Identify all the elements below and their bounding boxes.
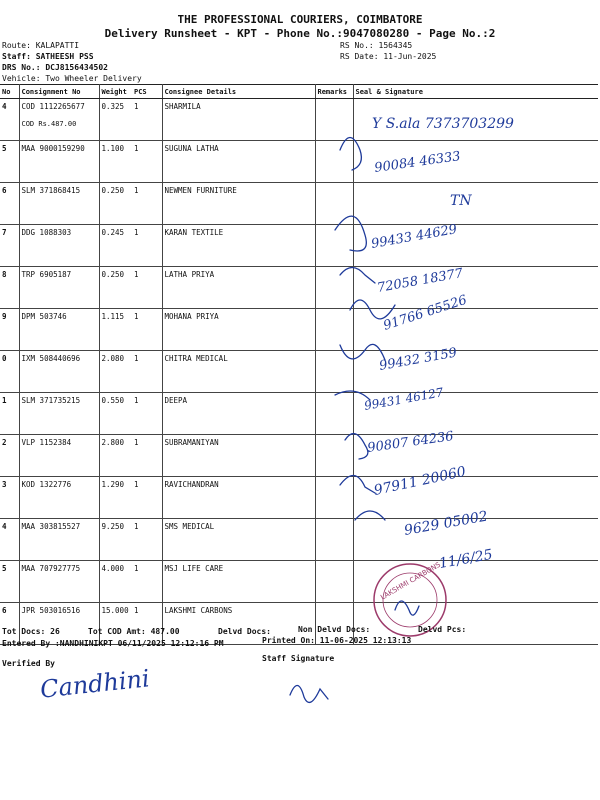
consignee-name-text: SMS MEDICAL [164, 522, 215, 531]
row-number-text: 8 [2, 270, 7, 279]
handwritten-note: 99432 3159 [378, 345, 459, 374]
row-number-text: 9 [2, 312, 7, 321]
consignee-name-text: RAVICHANDRAN [164, 480, 219, 489]
consignment-number-text: KOD 1322776 [21, 480, 72, 489]
handwritten-note: 90084 46333 [373, 149, 462, 176]
handwritten-note: 91766 65526 [381, 292, 469, 334]
weight-value-text: 0.325 [101, 102, 125, 111]
signature-scribble [335, 216, 366, 251]
handwritten-note: 11/6/25 [437, 546, 494, 572]
consignment-number-text: SLM 371735215 [21, 396, 81, 405]
verified-by-label: Verified By [2, 659, 55, 668]
pieces-count-text: 1 [134, 270, 139, 279]
pieces-count-text: 1 [134, 228, 139, 237]
weight-value-text: 0.250 [101, 270, 125, 279]
handwritten-note: 99431 46127 [363, 385, 445, 413]
consignment-number-text: DDG 1088303 [21, 228, 72, 237]
entered-by: Entered By :NANDHINIKPT 06/11/2025 12:12:16 PM [2, 639, 224, 648]
row-number-text: 4 [2, 102, 7, 111]
seal-text: LAKSHMI CARBONS [379, 560, 443, 602]
consignment-number-text: JPR 503016516 [21, 606, 81, 615]
consignment-number-text: IXM 508440696 [21, 354, 81, 363]
pieces-count-text: 1 [134, 396, 139, 405]
signature-scribble [340, 268, 375, 284]
consignee-name-text: SUGUNA LATHA [164, 144, 219, 153]
col-header-weight: Weight [99, 85, 132, 99]
row-number-text: 6 [2, 606, 7, 615]
consignment-number-text: MAA 9000159290 [21, 144, 85, 153]
pieces-count-text: 1 [134, 438, 139, 447]
pieces-count-text: 1 [134, 312, 139, 321]
weight-value-text: 0.245 [101, 228, 125, 237]
handwritten-note: 99433 44629 [370, 222, 459, 252]
consignee-name-text: LAKSHMI CARBONS [164, 606, 233, 615]
total-docs: Tot Docs: 26 [2, 627, 60, 636]
row-number-text: 5 [2, 144, 7, 153]
pieces-count-text: 1 [134, 144, 139, 153]
consignment-number-text: TRP 6905187 [21, 270, 72, 279]
total-cod-amount: Tot COD Amt: 487.00 [88, 627, 180, 636]
cod-amount: COD Rs.487.00 [21, 120, 77, 128]
delivered-pcs: Delvd Pcs: [418, 625, 467, 634]
row-number-text: 5 [2, 564, 7, 573]
weight-value-text: 15.000 [101, 606, 129, 615]
handwritten-note: Y S.ala 7373703299 [372, 116, 514, 132]
verifier-signature: Candhini [38, 664, 151, 704]
col-header-no: No [0, 85, 19, 99]
weight-value-text: 1.115 [101, 312, 125, 321]
printed-on: Printed On: 11-06-2025 12:13:13 [262, 636, 412, 645]
signature-scribble [350, 300, 395, 319]
consignee-name-text: KARAN TEXTILE [164, 228, 224, 237]
pieces-count-text: 1 [134, 354, 139, 363]
handwritten-note: 72058 18377 [376, 266, 465, 296]
row-number-text: 0 [2, 354, 7, 363]
weight-value-text: 0.550 [101, 396, 125, 405]
signature-scribble [340, 344, 385, 360]
runsheet-subtitle: Delivery Runsheet - KPT - Phone No.:9047080280 - Page No.:2 [104, 27, 496, 40]
signature-scribble [355, 511, 385, 520]
weight-value-text: 9.250 [101, 522, 125, 531]
staff-signature-scribble [290, 685, 328, 702]
rs-number: RS No.: 1564345 [340, 41, 413, 50]
signature-scribble [340, 475, 375, 493]
pieces-count-text: 1 [134, 102, 139, 111]
row-number-text: 2 [2, 438, 7, 447]
rs-date: RS Date: 11-Jun-2025 [340, 52, 437, 61]
consignee-name-text: NEWMEN FURNITURE [164, 186, 237, 195]
non-delivered-docs: Non Delvd Docs: [298, 625, 371, 634]
pieces-count-text: 1 [134, 606, 139, 615]
row-number-text: 6 [2, 186, 7, 195]
weight-value-text: 4.000 [101, 564, 125, 573]
consignee-name-text: LATHA PRIYA [164, 270, 215, 279]
row-number-text: 1 [2, 396, 7, 405]
signature-scribble [340, 138, 361, 171]
row-number-text: 7 [2, 228, 7, 237]
consignment-number-text: SLM 371868415 [21, 186, 81, 195]
staff-signature-label: Staff Signature [262, 654, 335, 663]
consignee-name-text: SHARMILA [164, 102, 201, 111]
weight-value-text: 0.250 [101, 186, 125, 195]
route-label: Route: KALAPATTI [2, 41, 80, 50]
pieces-count-text: 1 [134, 564, 139, 573]
row-number-text: 4 [2, 522, 7, 531]
col-header-consignee: Consignee Details [162, 85, 315, 99]
col-header-pcs: PCS [132, 85, 162, 99]
consignee-name-text: CHITRA MEDICAL [164, 354, 228, 363]
handwritten-note: TN [450, 193, 472, 209]
delivered-docs: Delvd Docs: [218, 627, 271, 636]
handwritten-note: 97911 20060 [372, 463, 468, 499]
consignee-name-text: SUBRAMANIYAN [164, 438, 219, 447]
staff-label: Staff: SATHEESH PSS [2, 52, 94, 61]
handwritten-note: 90807 64236 [366, 429, 455, 456]
pieces-count-text: 1 [134, 480, 139, 489]
consignment-number-text: MAA 303815527 [21, 522, 81, 531]
pieces-count-text: 1 [134, 522, 139, 531]
weight-value-text: 2.800 [101, 438, 125, 447]
drs-number: DRS No.: DCJ8156434502 [2, 63, 108, 72]
company-title: THE PROFESSIONAL COURIERS, COIMBATORE [177, 13, 423, 26]
consignment-number-text: COD 1112265677 [21, 102, 85, 111]
col-header-signature: Seal & Signature [353, 85, 598, 99]
consignee-name-text: DEEPA [164, 396, 188, 405]
vehicle-label: Vehicle: Two Wheeler Delivery [2, 74, 142, 83]
signature-scribble [345, 434, 368, 459]
weight-value-text: 1.100 [101, 144, 125, 153]
pieces-count-text: 1 [134, 186, 139, 195]
consignee-name-text: MSJ LIFE CARE [164, 564, 224, 573]
handwritten-note: 9629 05002 [402, 508, 490, 539]
col-header-remarks: Remarks [315, 85, 353, 99]
consignment-number-text: DPM 503746 [21, 312, 67, 321]
weight-value-text: 2.080 [101, 354, 125, 363]
weight-value-text: 1.290 [101, 480, 125, 489]
consignee-name-text: MOHANA PRIYA [164, 312, 219, 321]
consignment-number-text: VLP 1152384 [21, 438, 72, 447]
col-header-consignment: Consignment No [19, 85, 99, 99]
consignment-number-text: MAA 707927775 [21, 564, 81, 573]
row-number-text: 3 [2, 480, 7, 489]
signature-scribble [395, 601, 419, 615]
